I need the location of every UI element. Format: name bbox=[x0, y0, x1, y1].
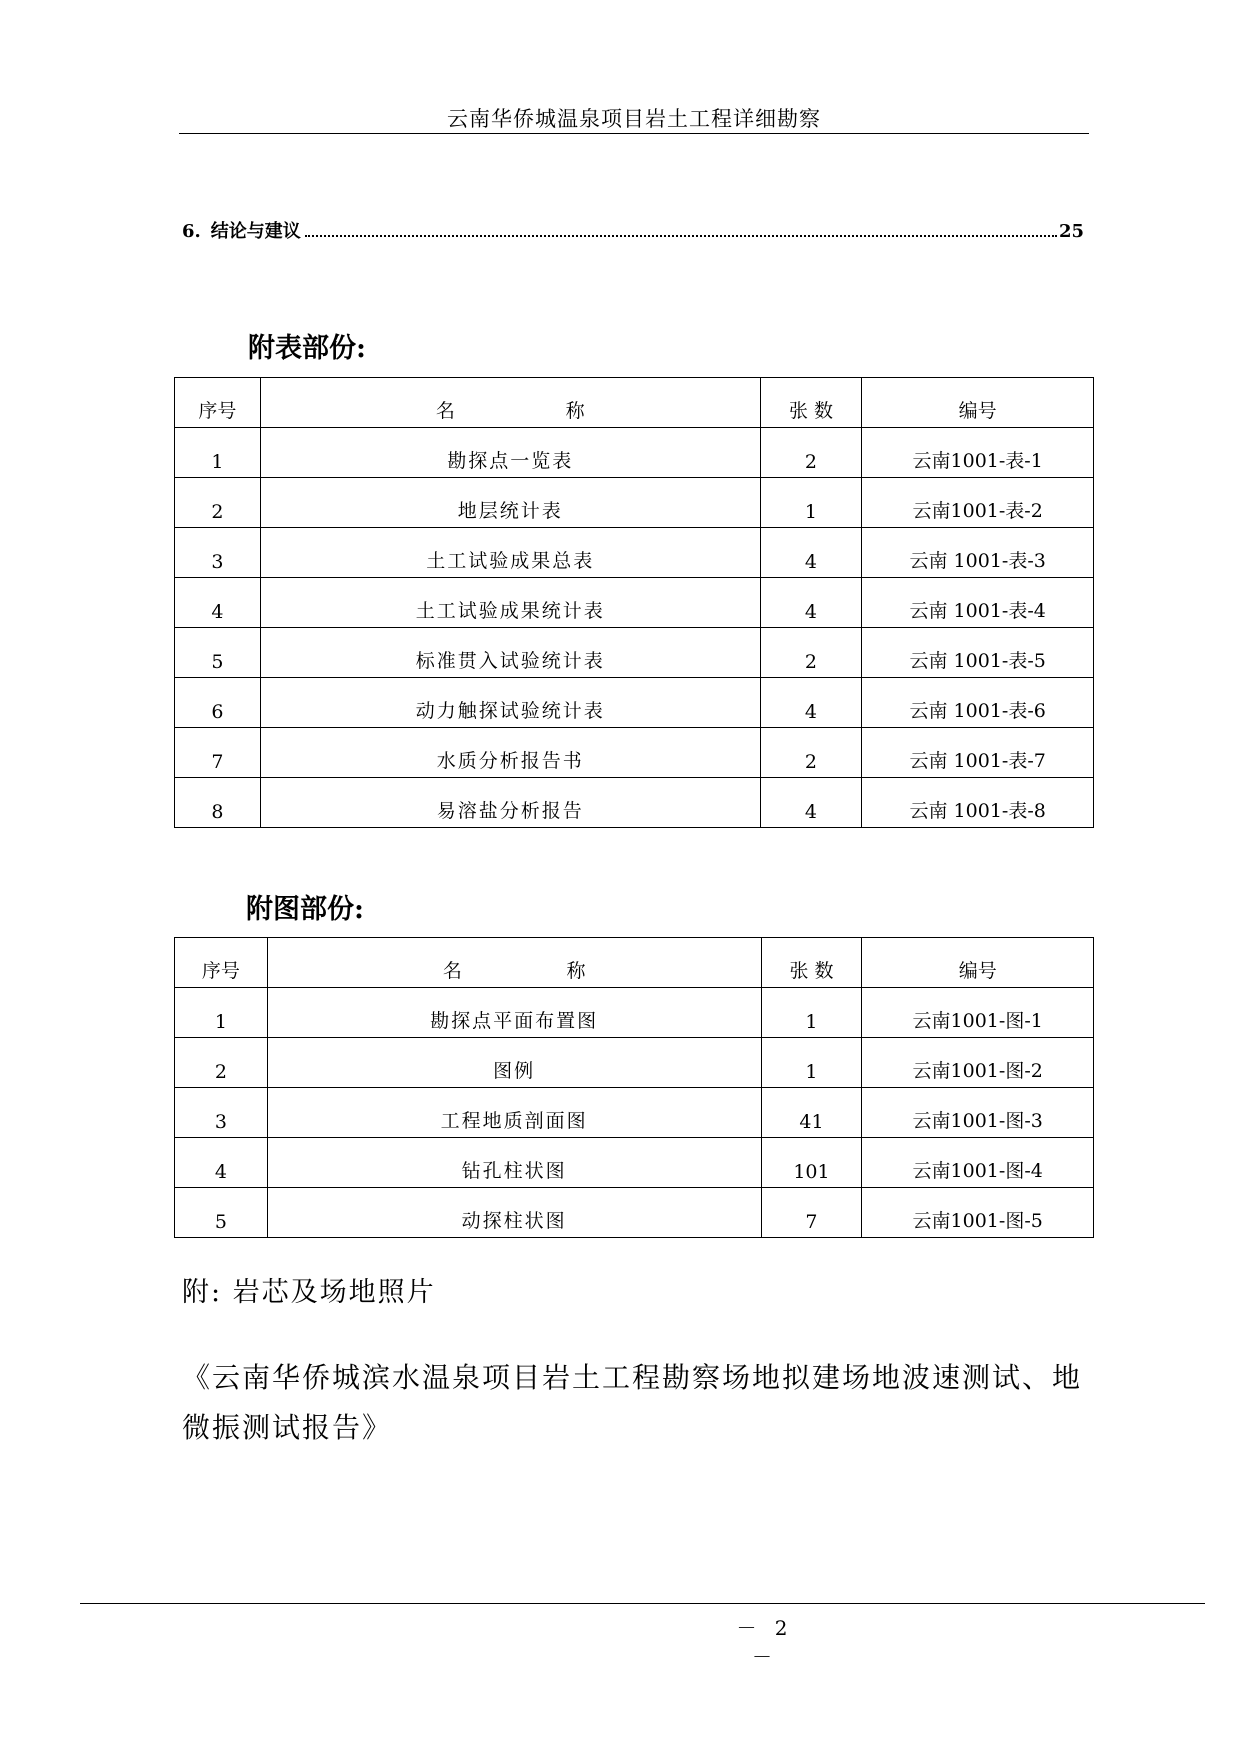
column-header-code: 编号 bbox=[862, 378, 1094, 428]
cell-name: 易溶盐分析报告 bbox=[260, 778, 760, 828]
cell-index: 5 bbox=[175, 1188, 268, 1238]
cell-index: 4 bbox=[175, 1138, 268, 1188]
column-header-index: 序号 bbox=[175, 378, 261, 428]
cell-count: 4 bbox=[760, 578, 862, 628]
cell-code: 云南 1001-表-7 bbox=[862, 728, 1094, 778]
attached-tables-table bbox=[174, 377, 1094, 828]
cell-name: 土工试验成果总表 bbox=[260, 528, 760, 578]
header-divider bbox=[179, 133, 1089, 134]
cell-index: 5 bbox=[175, 628, 261, 678]
cell-name: 土工试验成果统计表 bbox=[260, 578, 760, 628]
column-header-count: 张 数 bbox=[760, 378, 862, 428]
table-row bbox=[175, 728, 1094, 778]
page-number: － 2 － bbox=[736, 1616, 794, 1669]
cell-code: 云南1001-表-1 bbox=[862, 428, 1094, 478]
cell-index: 4 bbox=[175, 578, 261, 628]
page-header-title: 云南华侨城温泉项目岩土工程详细勘察 bbox=[447, 107, 821, 131]
cell-name: 勘探点平面布置图 bbox=[267, 988, 761, 1038]
toc-leader-dots bbox=[305, 235, 1057, 237]
cell-code: 云南 1001-表-3 bbox=[862, 528, 1094, 578]
cell-index: 7 bbox=[175, 728, 261, 778]
cell-name: 勘探点一览表 bbox=[260, 428, 760, 478]
cell-name: 地层统计表 bbox=[260, 478, 760, 528]
table-row bbox=[175, 1138, 1094, 1188]
cell-count: 2 bbox=[760, 728, 862, 778]
footer-divider bbox=[80, 1603, 1205, 1604]
report-title: 《云南华侨城滨水温泉项目岩土工程勘察场地拟建场地波速测试、地微振测试报告》 bbox=[182, 1361, 1083, 1444]
table-row bbox=[175, 988, 1094, 1038]
cell-name: 动探柱状图 bbox=[267, 1188, 761, 1238]
cell-index: 2 bbox=[175, 478, 261, 528]
cell-code: 云南1001-表-2 bbox=[862, 478, 1094, 528]
cell-code: 云南1001-图-4 bbox=[862, 1138, 1094, 1188]
cell-index: 6 bbox=[175, 678, 261, 728]
column-header-count: 张 数 bbox=[761, 938, 862, 988]
toc-entry-page: 25 bbox=[1058, 221, 1084, 242]
cell-index: 3 bbox=[175, 1088, 268, 1138]
toc-entry-number: 6. bbox=[182, 221, 201, 242]
table-header-row bbox=[175, 378, 1094, 428]
cell-name: 工程地质剖面图 bbox=[267, 1088, 761, 1138]
table-row bbox=[175, 778, 1094, 828]
table-row bbox=[175, 428, 1094, 478]
column-header-code: 编号 bbox=[862, 938, 1094, 988]
cell-code: 云南 1001-表-8 bbox=[862, 778, 1094, 828]
table-row bbox=[175, 478, 1094, 528]
cell-index: 1 bbox=[175, 428, 261, 478]
cell-count: 41 bbox=[761, 1088, 862, 1138]
cell-count: 2 bbox=[760, 628, 862, 678]
cell-code: 云南1001-图-3 bbox=[862, 1088, 1094, 1138]
cell-code: 云南1001-图-1 bbox=[862, 988, 1094, 1038]
cell-count: 1 bbox=[761, 988, 862, 1038]
toc-entry bbox=[182, 217, 1084, 243]
column-header-name-left: 名 bbox=[442, 960, 462, 982]
toc-entry-label: 结论与建议 bbox=[210, 221, 301, 242]
cell-code: 云南 1001-表-5 bbox=[862, 628, 1094, 678]
cell-index: 1 bbox=[175, 988, 268, 1038]
cell-count: 4 bbox=[760, 678, 862, 728]
cell-count: 4 bbox=[760, 528, 862, 578]
cell-name: 动力触探试验统计表 bbox=[260, 678, 760, 728]
table-row bbox=[175, 528, 1094, 578]
cell-code: 云南 1001-表-4 bbox=[862, 578, 1094, 628]
cell-name: 标准贯入试验统计表 bbox=[260, 628, 760, 678]
cell-count: 101 bbox=[761, 1138, 862, 1188]
cell-name: 钻孔柱状图 bbox=[267, 1138, 761, 1188]
cell-code: 云南1001-图-5 bbox=[862, 1188, 1094, 1238]
column-header-name-left: 名 bbox=[435, 400, 455, 422]
appendix-note: 附: 岩芯及场地照片 bbox=[182, 1277, 436, 1308]
cell-index: 2 bbox=[175, 1038, 268, 1088]
cell-name: 图例 bbox=[267, 1038, 761, 1088]
cell-count: 1 bbox=[761, 1038, 862, 1088]
cell-code: 云南1001-图-2 bbox=[862, 1038, 1094, 1088]
table-row bbox=[175, 678, 1094, 728]
column-header-index: 序号 bbox=[175, 938, 268, 988]
attached-figures-table bbox=[174, 937, 1094, 1238]
cell-code: 云南 1001-表-6 bbox=[862, 678, 1094, 728]
cell-count: 2 bbox=[760, 428, 862, 478]
cell-name: 水质分析报告书 bbox=[260, 728, 760, 778]
attached-figures-heading: 附图部份: bbox=[246, 894, 364, 925]
column-header-name-right: 称 bbox=[565, 400, 585, 422]
table-row bbox=[175, 1038, 1094, 1088]
cell-count: 7 bbox=[761, 1188, 862, 1238]
column-header-name-right: 称 bbox=[566, 960, 586, 982]
table-row bbox=[175, 1088, 1094, 1138]
table-row bbox=[175, 628, 1094, 678]
attached-tables-heading: 附表部份: bbox=[248, 333, 366, 364]
cell-index: 3 bbox=[175, 528, 261, 578]
cell-count: 4 bbox=[760, 778, 862, 828]
table-header-row bbox=[175, 938, 1094, 988]
cell-index: 8 bbox=[175, 778, 261, 828]
column-header-name bbox=[260, 378, 760, 428]
cell-count: 1 bbox=[760, 478, 862, 528]
column-header-name bbox=[267, 938, 761, 988]
table-row bbox=[175, 1188, 1094, 1238]
table-row bbox=[175, 578, 1094, 628]
